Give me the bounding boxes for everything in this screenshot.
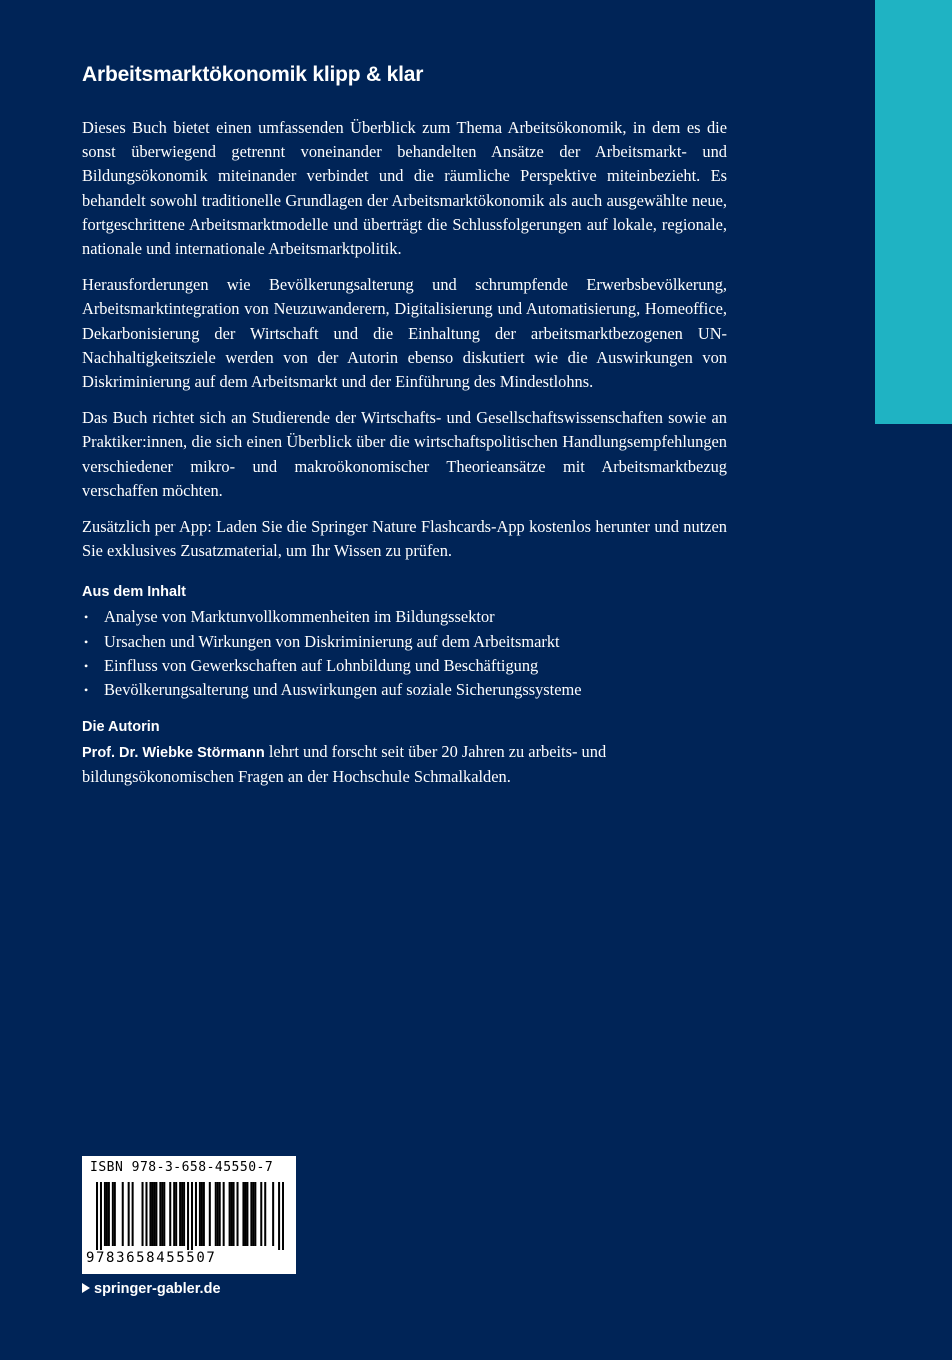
bullet-icon: • bbox=[84, 610, 89, 625]
author-bio bbox=[82, 740, 727, 789]
app-paragraph: Zusätzlich per App: Laden Sie die Springer Nature Flashcards-App kostenlos herunter und nutzen Sie exklusives Zusatzmaterial, um Ihr Wissen zu prüfen. bbox=[82, 517, 727, 561]
barcode-bar bbox=[250, 1182, 252, 1246]
barcode-bar bbox=[151, 1182, 153, 1246]
barcode-bar bbox=[203, 1182, 205, 1246]
author-heading: Die Autorin bbox=[82, 719, 160, 736]
list-item-label: Bevölkerungsalterung und Auswirkungen auf soziale Sicherungssysteme bbox=[104, 680, 582, 700]
barcode-bar bbox=[272, 1182, 274, 1246]
list-item-label: Ursachen und Wirkungen von Diskriminierung auf dem Arbeitsmarkt bbox=[104, 631, 560, 651]
list-item bbox=[82, 605, 727, 629]
barcode-bar bbox=[149, 1182, 151, 1246]
description-paragraph-3: Das Buch richtet sich an Studierende der Wirtschafts- und Gesellschaftswissenschaften sowie an Praktiker:innen, die sich einen Überblick über die wirtschaftspolitischen Handlungsempfehlungen verschiedener mikro- und makroökonomischer Theorieansätze mit Arbeitsmarktbezug verschaffen möchten. bbox=[82, 408, 727, 500]
barcode-bar bbox=[278, 1182, 280, 1250]
barcode-bar bbox=[175, 1182, 177, 1246]
barcode-bar bbox=[229, 1182, 231, 1246]
bullet-icon: • bbox=[84, 658, 89, 673]
barcode-bar bbox=[199, 1182, 201, 1246]
barcode-bar bbox=[106, 1182, 108, 1246]
publisher-url[interactable] bbox=[82, 1278, 221, 1300]
barcode-bar bbox=[155, 1182, 157, 1246]
barcode-bar bbox=[187, 1182, 189, 1250]
accent-stripe bbox=[875, 0, 952, 424]
isbn-label: ISBN 978-3-658-45550-7 bbox=[90, 1160, 274, 1175]
back-cover-text bbox=[82, 60, 727, 802]
barcode-bar bbox=[96, 1182, 98, 1250]
barcode-bar bbox=[163, 1182, 165, 1246]
publisher-url-text[interactable]: springer-gabler.de bbox=[94, 1281, 221, 1297]
bullet-icon: • bbox=[84, 683, 89, 698]
barcode-bar bbox=[114, 1182, 116, 1246]
contents-heading: Aus dem Inhalt bbox=[82, 584, 186, 601]
author-name: Prof. Dr. Wiebke Störmann bbox=[82, 745, 265, 762]
barcode-bar bbox=[104, 1182, 106, 1246]
barcode-bar bbox=[132, 1182, 134, 1246]
book-title: Arbeitsmarktökonomik klipp & klar bbox=[82, 63, 424, 86]
barcode-bar bbox=[260, 1182, 262, 1246]
barcode-bar bbox=[173, 1182, 175, 1246]
barcode-bar bbox=[153, 1182, 155, 1246]
barcode-bar bbox=[122, 1182, 124, 1246]
barcode-bar bbox=[128, 1182, 130, 1246]
contents-list bbox=[82, 605, 727, 702]
barcode-bar bbox=[246, 1182, 248, 1246]
barcode-bar bbox=[252, 1182, 254, 1246]
description-paragraph-1: Dieses Buch bietet einen umfassenden Überblick zum Thema Arbeitsökonomik, in dem es die sonst überwiegend getrennt voneinander behandelten Ansätze der Arbeitsmarkt- und Bildungsökonomik miteinander verbindet und die räumliche Perspektive miteinbezieht. Es behandelt sowohl traditionelle Grundlagen der Arbeitsmarktökonomik als auch ausgewählte neue, fortgeschrittene Arbeitsmarktmodelle und überträgt die Schlussfolgerungen auf lokale, regionale, nationale und internationale Arbeitsmarktpolitik. bbox=[82, 118, 727, 259]
barcode-bar bbox=[183, 1182, 185, 1246]
barcode-bar bbox=[179, 1182, 181, 1246]
list-item bbox=[82, 654, 727, 678]
barcode-bar bbox=[145, 1182, 147, 1246]
barcode-bar bbox=[219, 1182, 221, 1246]
author-bio-text: lehrt und forscht seit über 20 Jahren zu arbeits- und bildungsökonomischen Fragen an der Hochschule Schmalkalden. bbox=[82, 742, 607, 787]
barcode-bar bbox=[169, 1182, 171, 1246]
barcode-bar bbox=[264, 1182, 266, 1246]
isbn-digits: 9783658455507 bbox=[86, 1250, 217, 1266]
barcode-bar bbox=[242, 1182, 244, 1246]
list-item-label: Analyse von Marktunvollkommenheiten im Bildungssektor bbox=[104, 607, 495, 627]
list-item bbox=[82, 678, 727, 702]
barcode-bar bbox=[282, 1182, 284, 1250]
isbn-barcode bbox=[82, 1156, 296, 1274]
barcode-bar bbox=[181, 1182, 183, 1246]
barcode-bar bbox=[233, 1182, 235, 1246]
barcode-bar bbox=[209, 1182, 211, 1246]
barcode-bar bbox=[231, 1182, 233, 1246]
barcode-bar bbox=[201, 1182, 203, 1246]
barcode-bars bbox=[96, 1182, 284, 1250]
barcode-bar bbox=[142, 1182, 144, 1246]
barcode-bar bbox=[159, 1182, 161, 1246]
barcode-bar bbox=[112, 1182, 114, 1246]
barcode-bar bbox=[244, 1182, 246, 1246]
barcode-bar bbox=[254, 1182, 256, 1246]
barcode-bar bbox=[237, 1182, 239, 1246]
description-paragraph-2: Herausforderungen wie Bevölkerungsalterung und schrumpfende Erwerbsbevölkerung, Arbeitsmarktintegration von Neuzuwanderern, Digitalisierung und Automatisierung, Homeoffice, Dekarbonisierung der Wirtschaft und die Einhaltung der arbeitsmarktbezogenen UN-Nachhaltigkeitsziele werden von der Autorin ebenso diskutiert wie die Auswirkungen von Diskriminierung auf dem Arbeitsmarkt und der Einführung des Mindestlohns. bbox=[82, 275, 727, 392]
list-item bbox=[82, 630, 727, 654]
barcode-bar bbox=[191, 1182, 193, 1250]
bullet-icon: • bbox=[84, 634, 89, 649]
arrow-right-icon bbox=[82, 1283, 90, 1293]
barcode-bar bbox=[100, 1182, 102, 1250]
barcode-bar bbox=[223, 1182, 225, 1246]
barcode-bar bbox=[108, 1182, 110, 1246]
barcode-bar bbox=[161, 1182, 163, 1246]
barcode-bar bbox=[195, 1182, 197, 1246]
barcode-bar bbox=[215, 1182, 217, 1246]
barcode-bar bbox=[217, 1182, 219, 1246]
list-item-label: Einfluss von Gewerkschaften auf Lohnbildung und Beschäftigung bbox=[104, 655, 539, 675]
